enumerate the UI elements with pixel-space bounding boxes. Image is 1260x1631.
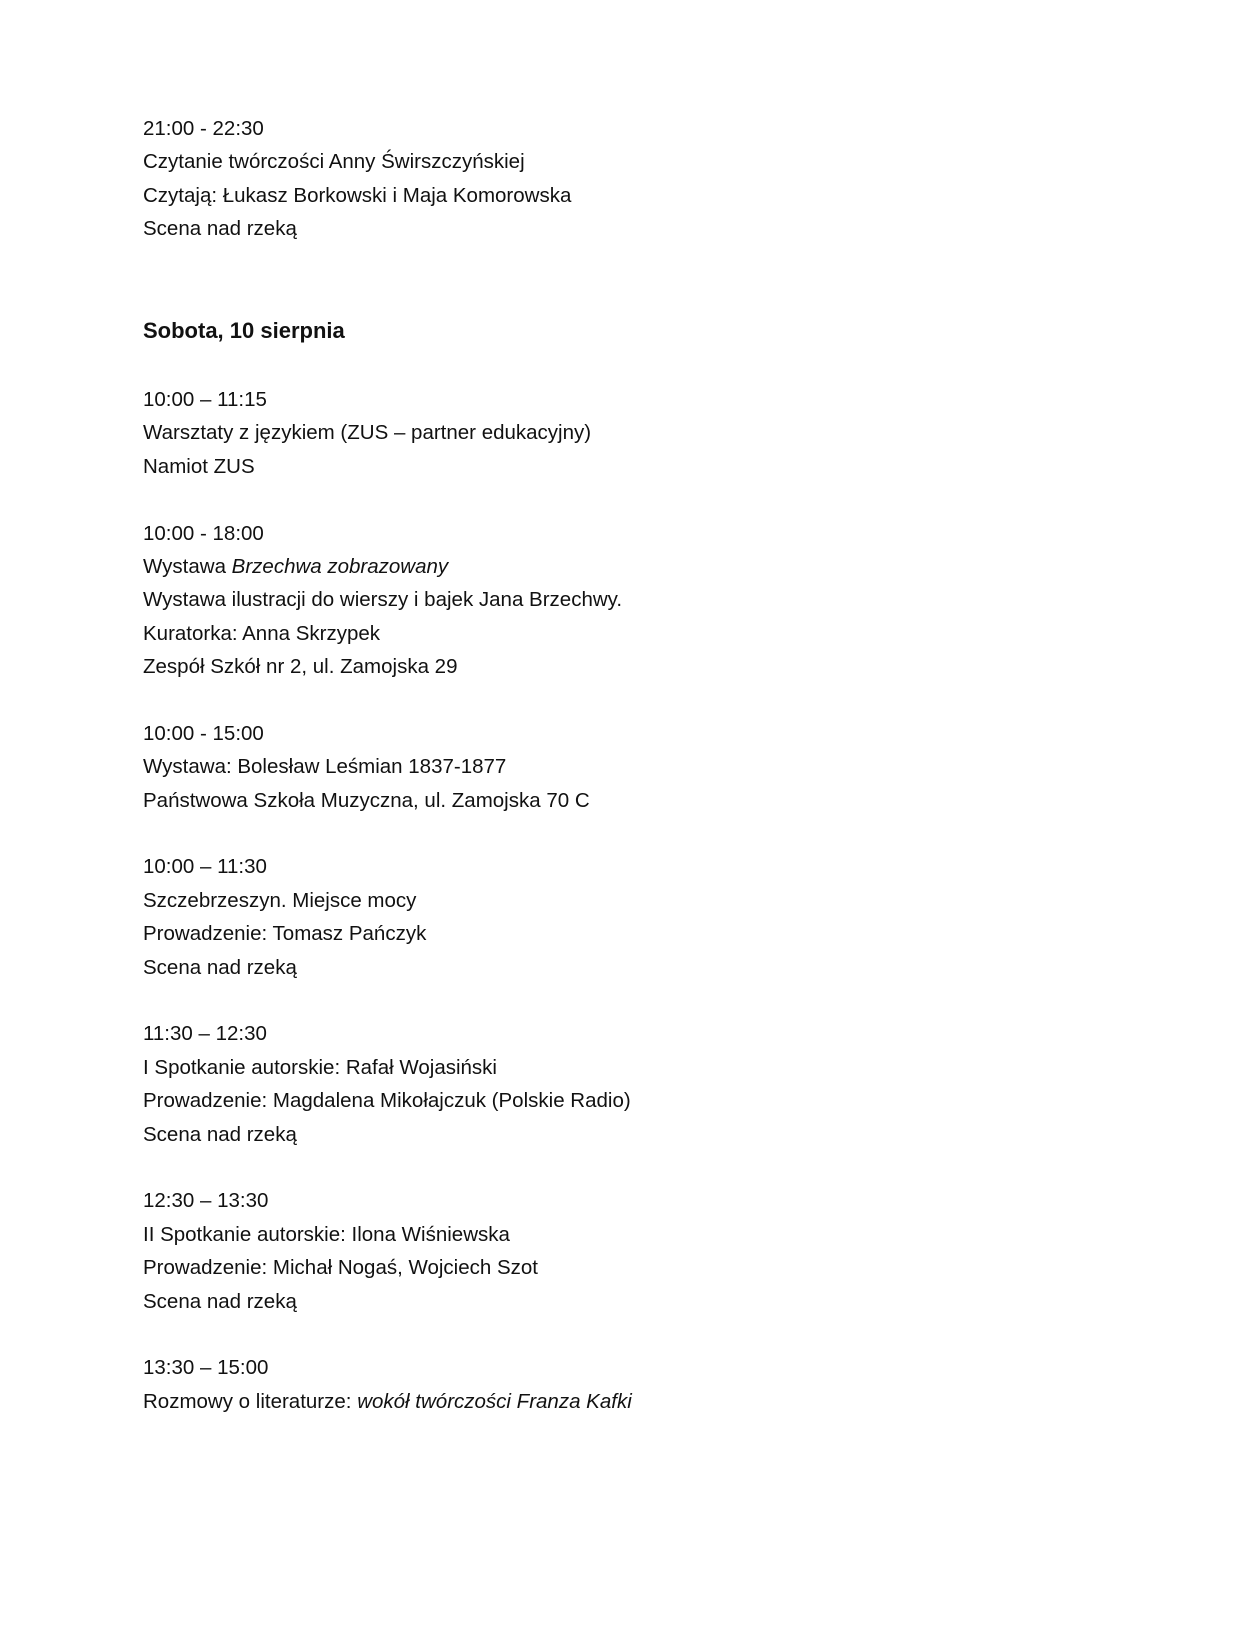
- line-text: 10:00 – 11:30: [143, 855, 267, 879]
- event-detail: [143, 1051, 1143, 1084]
- event-time: [143, 850, 1143, 883]
- event-entry: [143, 1351, 1143, 1418]
- line-text: Warsztaty z językiem (ZUS – partner edukacyjny): [143, 421, 592, 445]
- italic-title: Brzechwa zobrazowany: [231, 554, 449, 578]
- event-detail: [143, 650, 1143, 683]
- event-entry: [143, 383, 1143, 483]
- line-text: Czytanie twórczości Anny Świrszczyńskiej: [143, 150, 525, 174]
- day-heading: Sobota, 10 sierpnia: [143, 317, 345, 343]
- line-text: Wystawa ilustracji do wierszy i bajek Jana Brzechwy.: [143, 588, 623, 612]
- line-text: Czytają: Łukasz Borkowski i Maja Komorowska: [143, 183, 572, 207]
- event-entry: [143, 850, 1143, 984]
- event-detail: [143, 416, 1143, 449]
- line-text: Prowadzenie: Tomasz Pańczyk: [143, 922, 427, 946]
- line-text: I Spotkanie autorskie: Rafał Wojasiński: [143, 1055, 497, 1079]
- event-detail: [143, 1218, 1143, 1251]
- event-detail: [143, 450, 1143, 483]
- line-text: Scena nad rzeką: [143, 1122, 297, 1146]
- line-text: Szczebrzeszyn. Miejsce mocy: [143, 888, 417, 912]
- event-detail: [143, 1251, 1143, 1284]
- event-entry: [143, 1184, 1143, 1318]
- event-detail: [143, 145, 1143, 178]
- line-text: II Spotkanie autorskie: Ilona Wiśniewska: [143, 1222, 510, 1246]
- line-text: 13:30 – 15:00: [143, 1356, 269, 1380]
- event-time: [143, 1351, 1143, 1384]
- line-text: Zespół Szkół nr 2, ul. Zamojska 29: [143, 655, 458, 679]
- line-text: 10:00 - 18:00: [143, 521, 264, 545]
- line-text: Scena nad rzeką: [143, 955, 297, 979]
- event-time: [143, 717, 1143, 750]
- line-text: 10:00 - 15:00: [143, 721, 264, 745]
- event-detail: [143, 583, 1143, 616]
- event-detail: [143, 1118, 1143, 1151]
- line-text: Państwowa Szkoła Muzyczna, ul. Zamojska 70 C: [143, 788, 590, 812]
- event-time: [143, 517, 1143, 550]
- event-detail: [143, 179, 1143, 212]
- event-entry: [143, 517, 1143, 684]
- line-text: 10:00 – 11:15: [143, 387, 267, 411]
- event-entry: [143, 112, 1143, 246]
- line-text: Prowadzenie: Magdalena Mikołajczuk (Polskie Radio): [143, 1089, 631, 1113]
- event-time: [143, 383, 1143, 416]
- event-detail: [143, 550, 1143, 583]
- line-text: Scena nad rzeką: [143, 217, 297, 241]
- event-detail: [143, 784, 1143, 817]
- line-text: 21:00 - 22:30: [143, 117, 264, 140]
- event-detail: [143, 617, 1143, 650]
- event-entry: [143, 1017, 1143, 1151]
- line-text: 11:30 – 12:30: [143, 1022, 267, 1046]
- line-text: Namiot ZUS: [143, 454, 255, 478]
- line-text: Kuratorka: Anna Skrzypek: [143, 621, 381, 645]
- line-text: Rozmowy o literaturze:: [143, 1389, 358, 1413]
- event-detail: [143, 212, 1143, 245]
- event-detail: [143, 750, 1143, 783]
- event-time: [143, 1017, 1143, 1050]
- event-detail: [143, 1385, 1143, 1418]
- document-page: [143, 112, 1143, 1418]
- line-text: Wystawa: Bolesław Leśmian 1837-1877: [143, 755, 507, 779]
- event-detail: [143, 951, 1143, 984]
- line-text: Prowadzenie: Michał Nogaś, Wojciech Szot: [143, 1256, 538, 1280]
- event-entry: [143, 717, 1143, 817]
- line-text: Wystawa: [143, 554, 232, 578]
- italic-title: wokół twórczości Franza Kafki: [357, 1389, 632, 1413]
- event-time: [143, 112, 1143, 145]
- event-detail: [143, 884, 1143, 917]
- event-detail: [143, 1285, 1143, 1318]
- event-detail: [143, 1084, 1143, 1117]
- line-text: Scena nad rzeką: [143, 1289, 297, 1313]
- line-text: 12:30 – 13:30: [143, 1189, 269, 1213]
- event-detail: [143, 917, 1143, 950]
- event-time: [143, 1184, 1143, 1217]
